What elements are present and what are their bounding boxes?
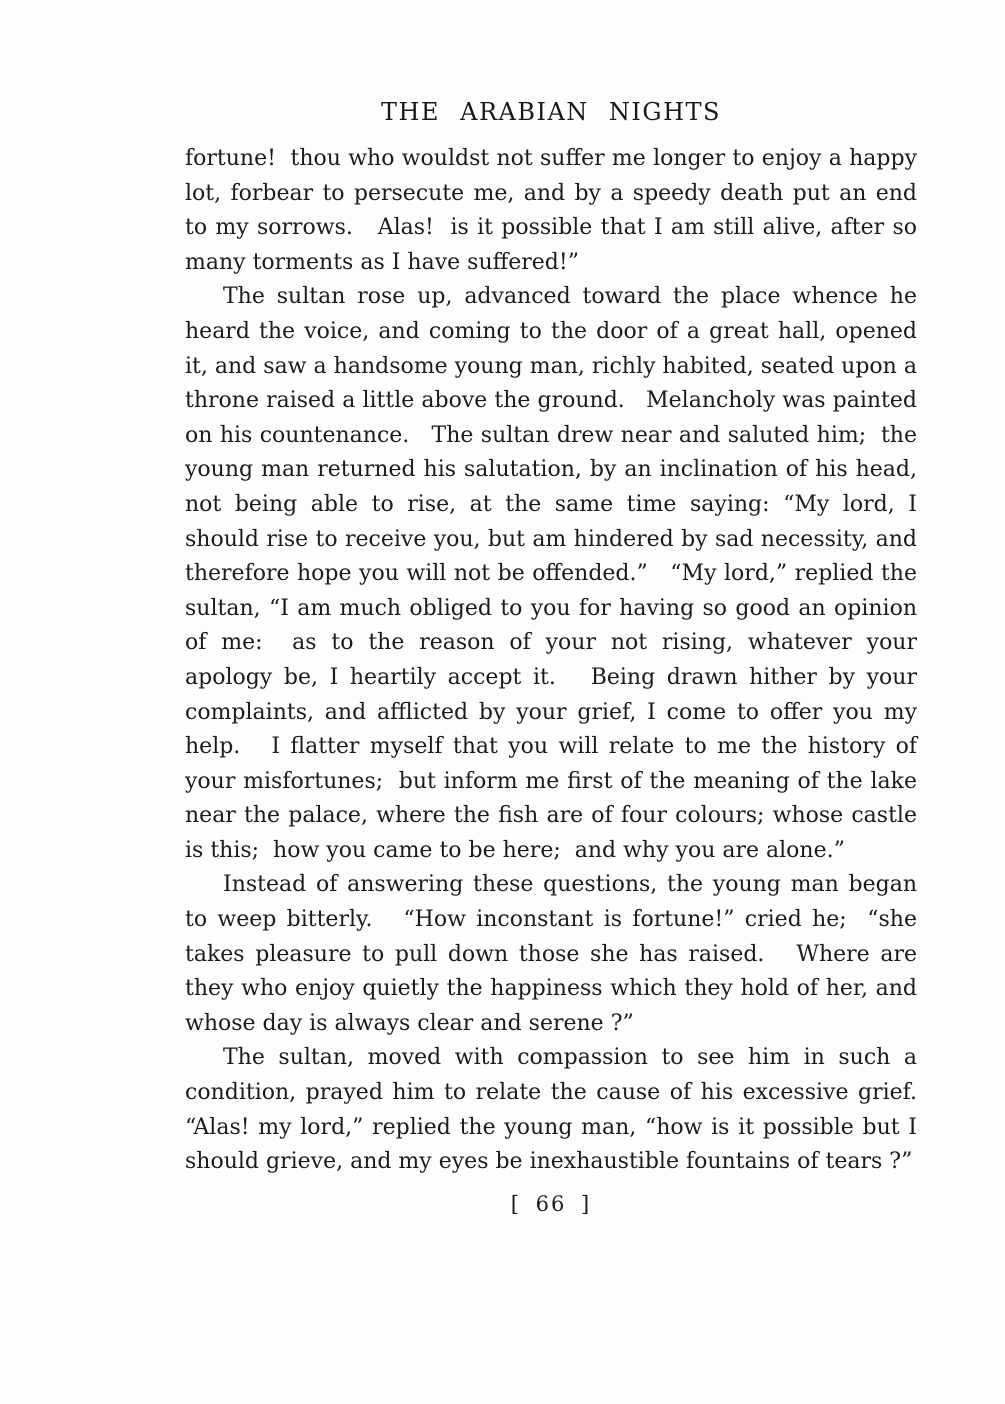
page-text-block [185, 98, 924, 1216]
paragraph: The sultan rose up, advanced toward the place whence he heard the voice, and coming to the door of a great hall, opened it, and saw a handsome young man, richly habited, seated upon a throne raised a little above the ground. Melancholy was painted on his countenance. The sultan drew near and saluted him; the young man returned his salutation, by an inclination of his head, not being able to rise, at the same time saying: “My lord, I should rise to receive you, but am hindered by sad necessity, and therefore hope you will not be offended.” “My lord,” replied the sultan, “I am much obliged to you for having so good an opinion of me: as to the reason of your not rising, whatever your apology be, I heartily accept it. Being drawn hither by your complaints, and afflicted by your grief, I come to offer you my help. I flatter myself that you will relate to me the history of your misfortunes; but inform me first of the meaning of the lake near the palace, where the fish are of four colours; whose castle is this; how you came to be here; and why you are alone.” [185, 284, 924, 863]
running-header: THE ARABIAN NIGHTS [381, 98, 721, 126]
paragraph: The sultan, moved with compassion to see him in such a condition, prayed him to relate the cause of his excessive grief. “Alas! my lord,” replied the young man, “how is it possible but I should grieve, and my eyes be inexhaustible fountains of tears ?” [185, 1045, 924, 1175]
paragraph: Instead of answering these questions, the young man began to weep bitterly. “How inconstant is fortune!” cried he; “she takes pleasure to pull down those she has raised. Where are they who enjoy quietly the happiness which they hold of her, and whose day is always clear and serene ?” [185, 872, 924, 1036]
page-number: [ 66 ] [510, 1191, 592, 1216]
paragraph-continuation: fortune! thou who wouldst not suffer me longer to enjoy a happy lot, forbear to persecute me, and by a speedy death put an end to my sorrows. Alas! is it possible that I am still alive, after so many torments as I have suffered!” [185, 146, 924, 275]
